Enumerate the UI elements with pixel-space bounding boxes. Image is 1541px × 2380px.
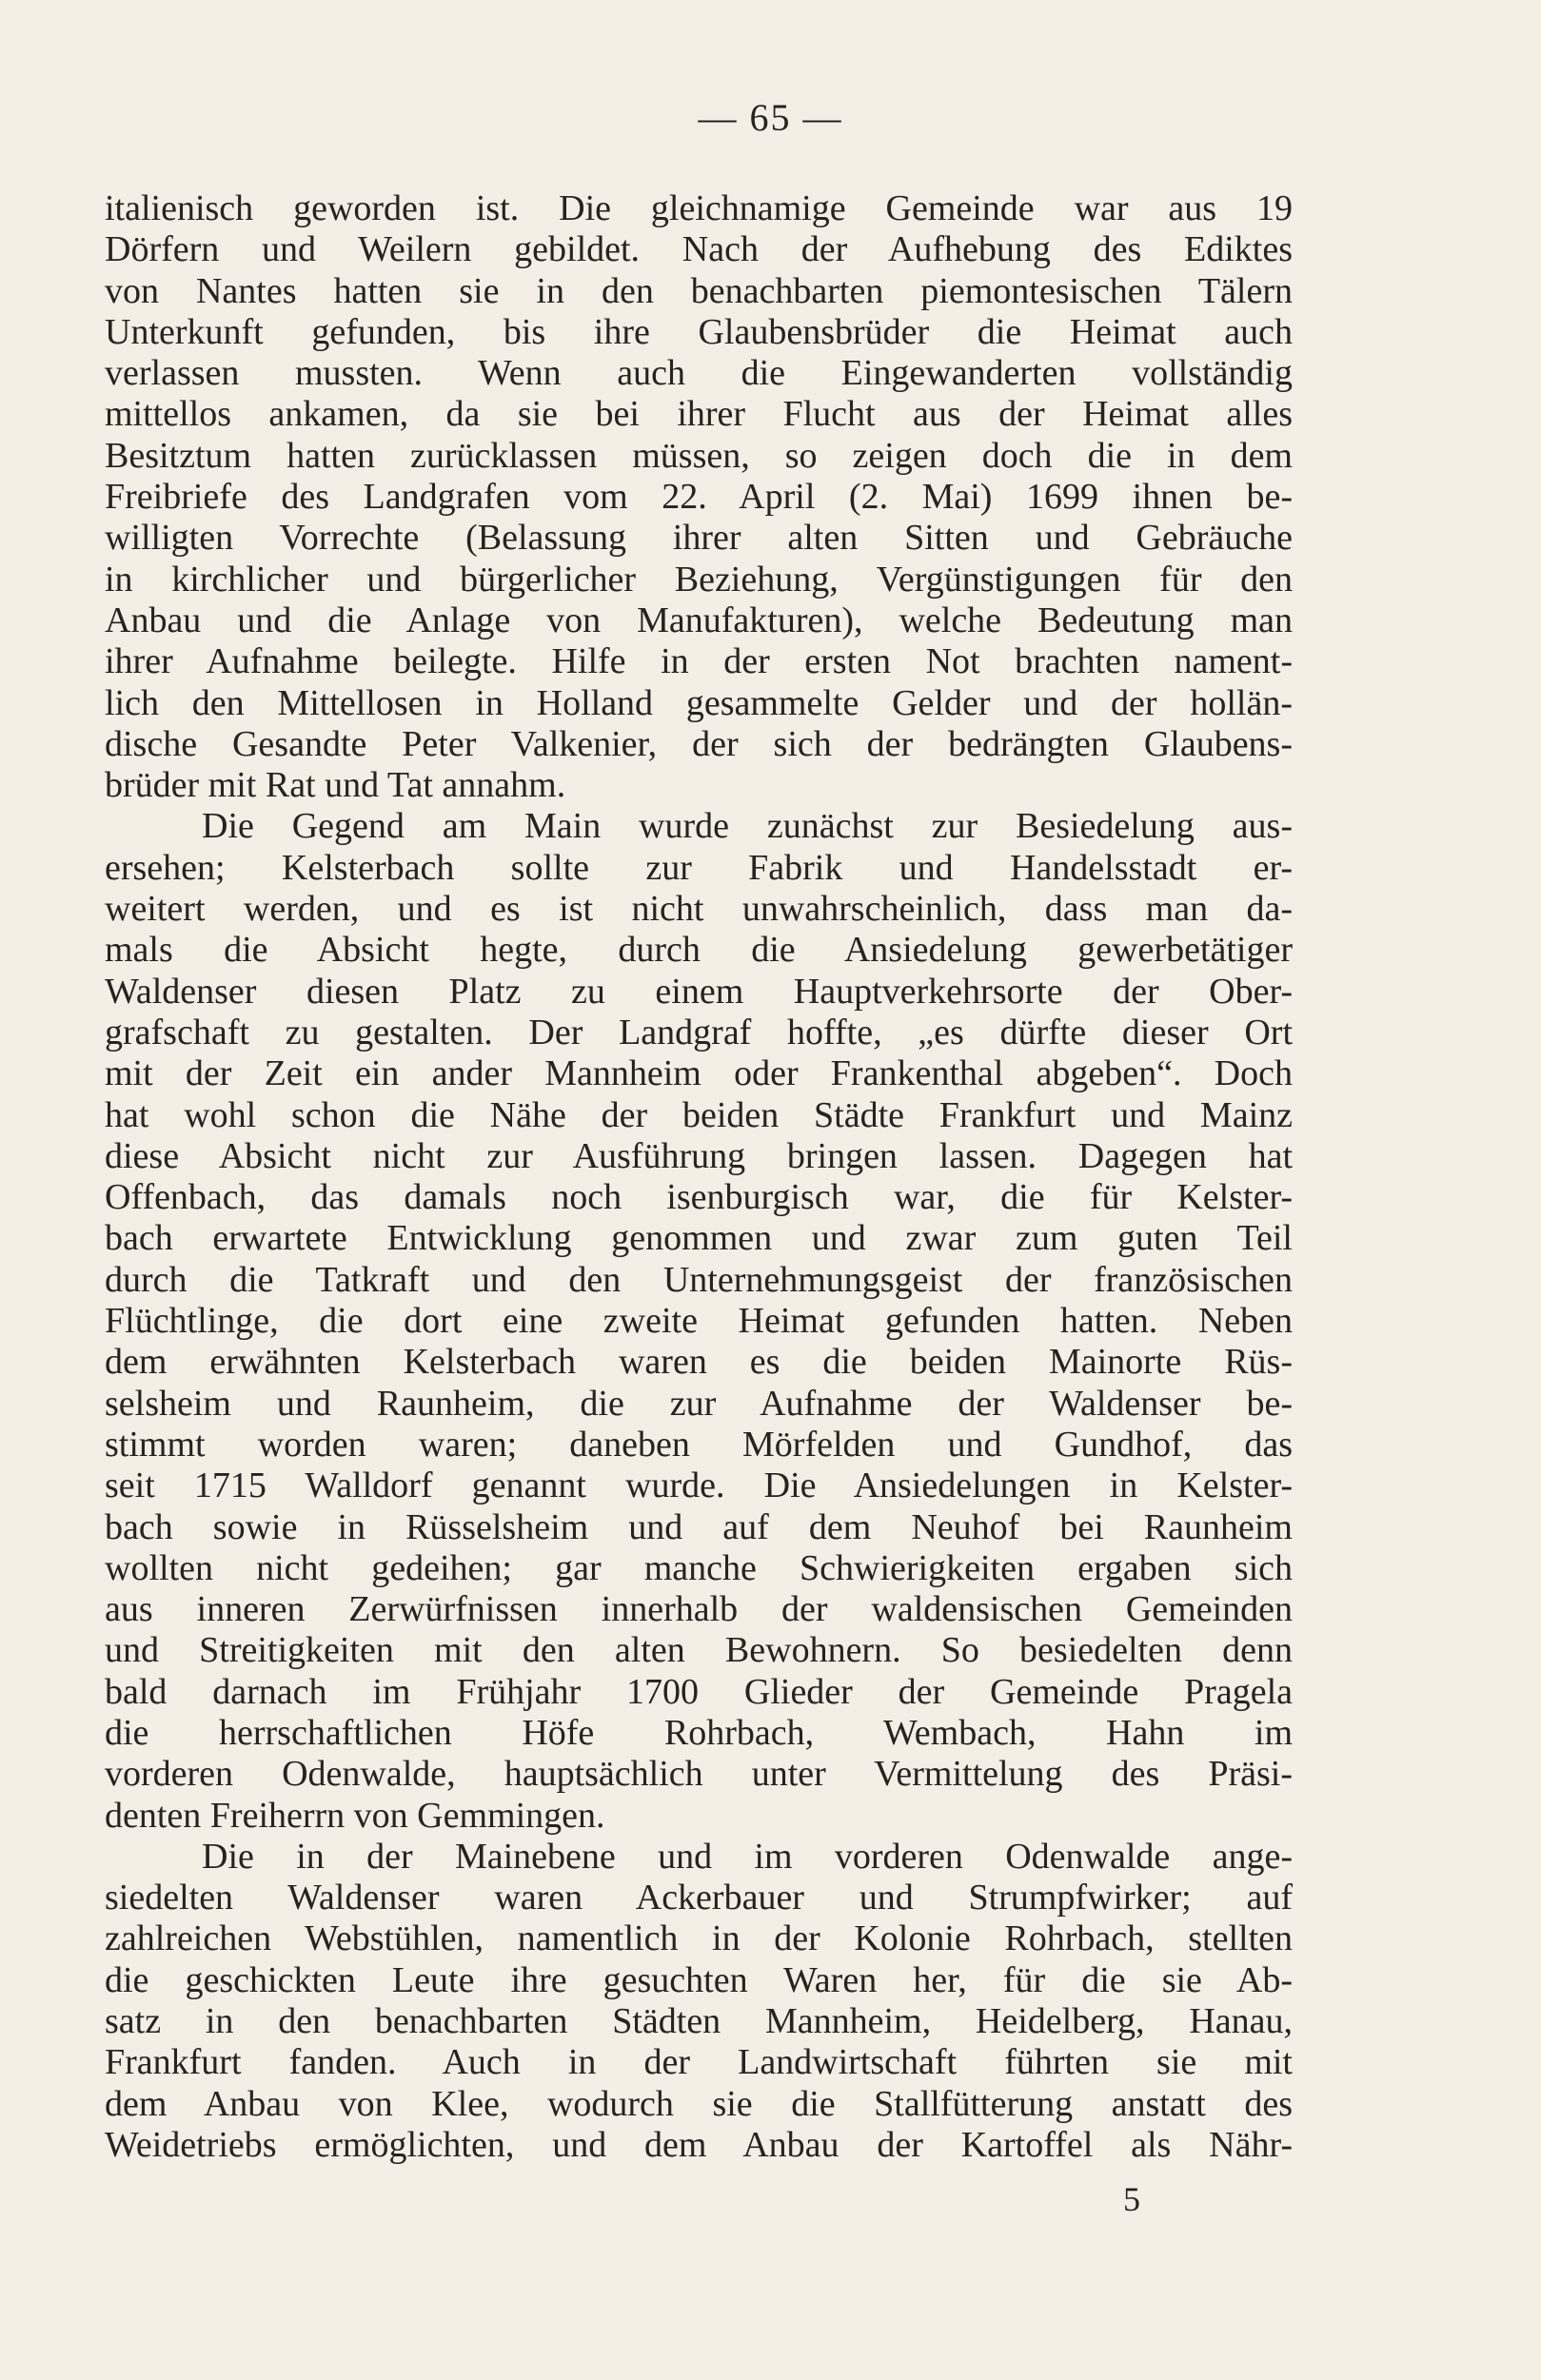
text-line: selsheim und Raunheim, die zur Aufnahme der Waldenser be- [105,1383,1293,1424]
page-number: — 65 — [698,96,843,139]
text-line: aus inneren Zerwürfnissen innerhalb der waldensischen Gemeinden [105,1589,1293,1630]
text-line: ihrer Aufnahme beilegte. Hilfe in der ersten Not brachten nament- [105,641,1293,682]
text-line: Weidetriebs ermöglichten, und dem Anbau der Kartoffel als Nähr- [105,2124,1293,2165]
text-line: und Streitigkeiten mit den alten Bewohnern. So besiedelten denn [105,1630,1293,1671]
text-line: stimmt worden waren; daneben Mörfelden und Gundhof, das [105,1424,1293,1465]
text-line: grafschaft zu gestalten. Der Landgraf hoffte, „es dürfte dieser Ort [105,1012,1293,1052]
text-line: durch die Tatkraft und den Unternehmungsgeist der französischen [105,1259,1293,1300]
text-line: die herrschaftlichen Höfe Rohrbach, Wembach, Hahn im [105,1712,1293,1753]
text-line: denten Freiherrn von Gemmingen. [105,1795,605,1836]
text-line: Die Gegend am Main wurde zunächst zur Besiedelung aus- [202,806,1293,847]
text-line: Die in der Mainebene und im vorderen Odenwalde ange- [202,1836,1293,1877]
text-line: Besitztum hatten zurücklassen müssen, so zeigen doch die in dem [105,435,1293,476]
text-line: Flüchtlinge, die dort eine zweite Heimat gefunden hatten. Neben [105,1301,1293,1342]
text-line: lich den Mittellosen in Holland gesammelte Gelder und der hollän- [105,682,1293,723]
sheet-signature: 5 [1123,2180,1140,2218]
text-line: vorderen Odenwalde, hauptsächlich unter Vermittelung des Präsi- [105,1754,1293,1795]
text-line: zahlreichen Webstühlen, namentlich in der Kolonie Rohrbach, stellten [105,1918,1293,1959]
text-line: hat wohl schon die Nähe der beiden Städte Frankfurt und Mainz [105,1094,1293,1135]
text-line: von Nantes hatten sie in den benachbarten piemontesischen Tälern [105,270,1293,311]
text-line: mittellos ankamen, da sie bei ihrer Flucht aus der Heimat alles [105,394,1293,435]
text-line: Offenbach, das damals noch isenburgisch war, die für Kelster- [105,1177,1293,1218]
text-line: dem erwähnten Kelsterbach waren es die beiden Mainorte Rüs- [105,1342,1293,1383]
text-line: Anbau und die Anlage von Manufakturen), welche Bedeutung man [105,600,1293,640]
text-line: in kirchlicher und bürgerlicher Beziehung, Vergünstigungen für den [105,559,1293,600]
text-line: Frankfurt fanden. Auch in der Landwirtschaft führten sie mit [105,2042,1293,2083]
text-line: dem Anbau von Klee, wodurch sie die Stallfütterung anstatt des [105,2083,1293,2124]
text-line: Freibriefe des Landgrafen vom 22. April (2. Mai) 1699 ihnen be- [105,477,1293,518]
text-line: ersehen; Kelsterbach sollte zur Fabrik und Handelsstadt er- [105,847,1293,888]
text-line: bach sowie in Rüsselsheim und auf dem Neuhof bei Raunheim [105,1506,1293,1547]
text-line: mit der Zeit ein ander Mannheim oder Frankenthal abgeben“. Doch [105,1053,1293,1094]
text-line: verlassen mussten. Wenn auch die Eingewanderten vollständig [105,353,1293,394]
text-line: bach erwartete Entwicklung genommen und zwar zum guten Teil [105,1218,1293,1259]
text-line: satz in den benachbarten Städten Mannheim, Heidelberg, Hanau, [105,2001,1293,2042]
text-line: italienisch geworden ist. Die gleichnamige Gemeinde war aus 19 [105,188,1293,228]
text-line: dische Gesandte Peter Valkenier, der sich der bedrängten Glaubens- [105,723,1293,764]
text-line: Waldenser diesen Platz zu einem Hauptverkehrsorte der Ober- [105,971,1293,1012]
text-line: wollten nicht gedeihen; gar manche Schwierigkeiten ergaben sich [105,1547,1293,1588]
text-line: diese Absicht nicht zur Ausführung bringen lassen. Dagegen hat [105,1135,1293,1176]
text-line: mals die Absicht hegte, durch die Ansiedelung gewerbetätiger [105,930,1293,971]
text-line: siedelten Waldenser waren Ackerbauer und Strumpfwirker; auf [105,1878,1293,1918]
body-text [105,188,1293,2166]
text-line: Unterkunft gefunden, bis ihre Glaubensbrüder die Heimat auch [105,311,1293,352]
text-line: seit 1715 Walldorf genannt wurde. Die Ansiedelungen in Kelster- [105,1465,1293,1506]
text-line: willigten Vorrechte (Belassung ihrer alten Sitten und Gebräuche [105,518,1293,559]
text-line: bald darnach im Frühjahr 1700 Glieder der Gemeinde Pragela [105,1671,1293,1712]
text-line: brüder mit Rat und Tat annahm. [105,765,566,806]
text-line: die geschickten Leute ihre gesuchten Waren her, für die sie Ab- [105,1959,1293,2000]
text-line: weitert werden, und es ist nicht unwahrscheinlich, dass man da- [105,889,1293,930]
text-line: Dörfern und Weilern gebildet. Nach der Aufhebung des Ediktes [105,229,1293,270]
